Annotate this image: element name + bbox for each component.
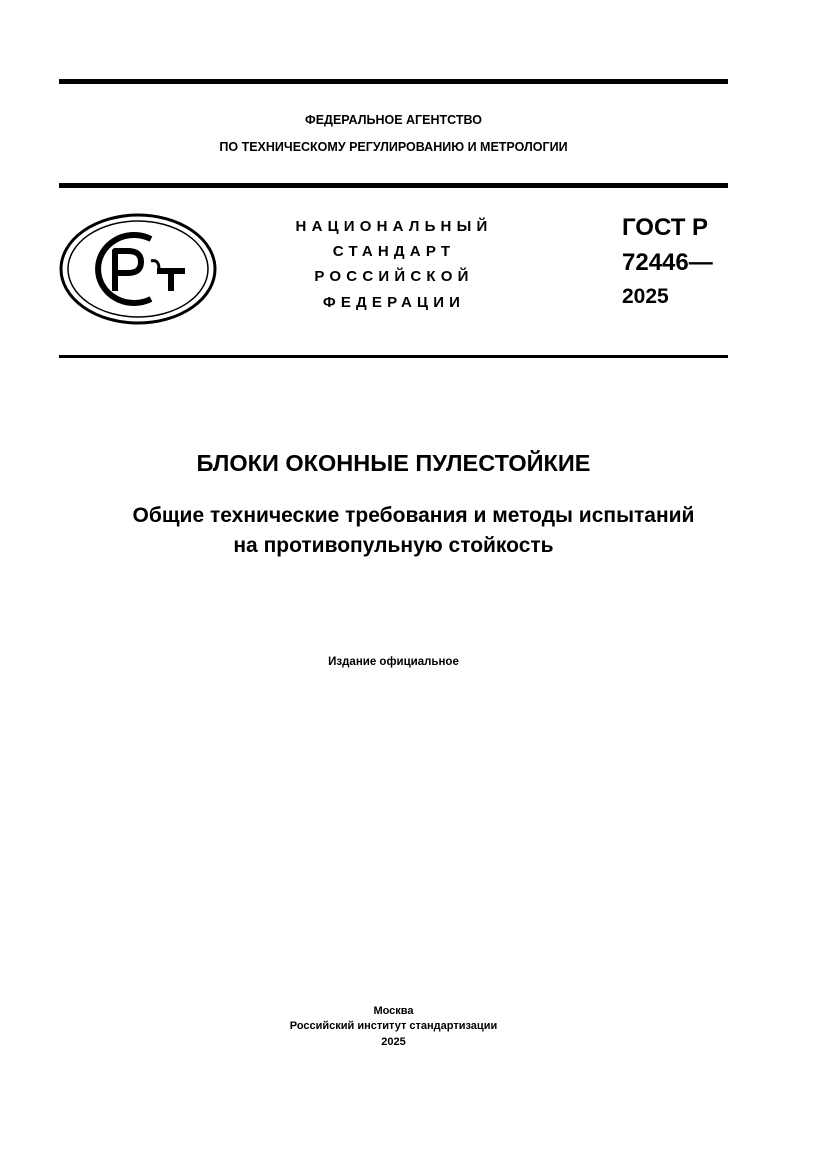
designation-line-3: 2025 [622,285,669,308]
standard-type-line-4: ФЕДЕРАЦИИ [322,294,466,311]
agency-name-line-1: ФЕДЕРАЛЬНОЕ АГЕНТСТВО [305,113,482,127]
edition-note: Издание официальное [328,656,459,668]
top-rule [59,79,728,84]
imprint-year: 2025 [381,1036,406,1048]
rst-logo-icon [59,213,217,325]
standard-type-line-2: СТАНДАРТ [332,243,456,260]
designation-line-1: ГОСТ Р [622,214,709,241]
imprint-city: Москва [373,1005,414,1017]
middle-rule [59,183,728,188]
document-title: БЛОКИ ОКОННЫЕ ПУЛЕСТОЙКИЕ [196,450,591,476]
standard-type-line-1: НАЦИОНАЛЬНЫЙ [295,218,493,235]
document-subtitle-line-2: на противопульную стойкость [233,534,554,557]
standard-type-line-3: РОССИЙСКОЙ [314,268,474,285]
agency-name-line-2: ПО ТЕХНИЧЕСКОМУ РЕГУЛИРОВАНИЮ И МЕТРОЛОГИИ [219,140,568,154]
designation-line-2: 72446— [622,249,713,276]
imprint-publisher: Российский институт стандартизации [289,1020,498,1032]
document-subtitle-line-1: Общие технические требования и методы испытаний [132,504,695,527]
bottom-rule [59,355,728,358]
